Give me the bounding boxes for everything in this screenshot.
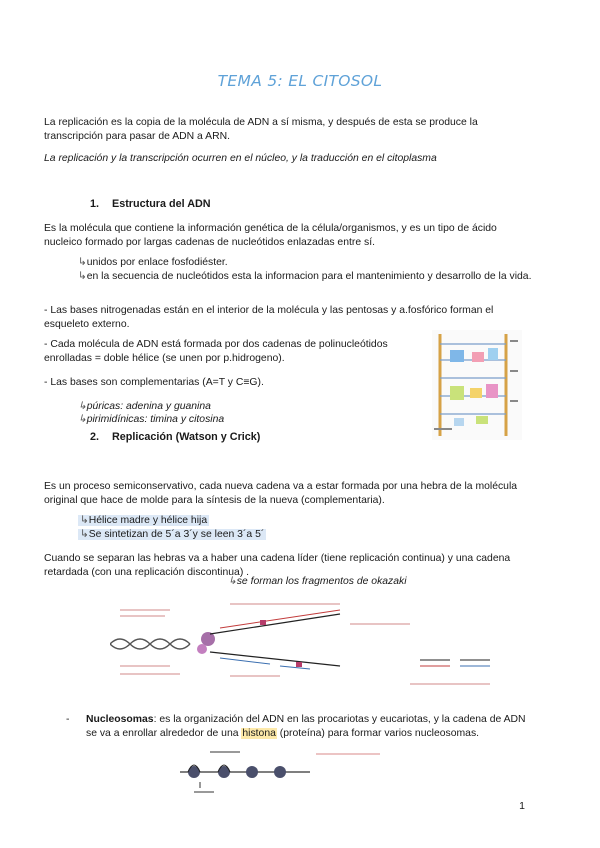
page-title: TEMA 5: EL CITOSOL: [217, 72, 383, 90]
sub-arrow-icon: ↳: [78, 271, 87, 282]
section2-strands: Cuando se separan las hebras va a haber una cadena líder (tiene replicación continua) y una cadena retardada (con una replicación discontinua) .: [44, 553, 511, 578]
section1-pirimidinas: ↳pirimidínicas: timina y citosina: [78, 414, 225, 425]
section1-bullet-complementary: - Las bases son complementarias (A=T y C≡G).: [44, 377, 264, 388]
sub-arrow-icon: ↳: [80, 529, 89, 540]
section2-title: Replicación (Watson y Crick): [112, 431, 261, 443]
replication-fork-figure: [110, 594, 500, 694]
nucleosome-figure: [180, 746, 470, 796]
section1-title: Estructura del ADN: [112, 198, 211, 210]
nucleosomas-term: Nucleosomas: [86, 714, 154, 725]
dna-double-helix-figure: [432, 330, 522, 440]
page-number: 1: [519, 800, 525, 812]
section1-sub1: ↳unidos por enlace fosfodiéster.: [78, 257, 228, 268]
section1-sub2: ↳en la secuencia de nucleótidos esta la informacion para el mantenimiento y desarrollo de la vida.: [78, 271, 532, 282]
section1-number: 1.: [90, 198, 100, 210]
section2-heading: [90, 431, 260, 443]
section1-bullet-helix: - Cada molécula de ADN está formada por dos cadenas de polinucleótidos enrolladas = doble hélice (se unen por p.hidrogeno).: [44, 339, 388, 364]
sub-arrow-icon: ↳: [78, 257, 87, 268]
nucleosomas-paragraph: Nucleosomas: es la organización del ADN en las procariotas y eucariotas, y la cadena de ADN se va a enrollar alrededor de una histona (proteína) para formar varios nucleosomas.: [86, 714, 526, 739]
section1-heading: [90, 198, 211, 210]
histona-highlight: histona: [242, 728, 276, 739]
section1-bullet-bases: - Las bases nitrogenadas están en el interior de la molécula y las pentosas y a.fosfórico forman el esqueleto externo.: [44, 305, 494, 330]
section2-okazaki: ↳se forman los fragmentos de okazaki: [228, 576, 407, 587]
section2-definition: Es un proceso semiconservativo, cada nueva cadena va a estar formada por una hebra de la molécula original que hace de molde para la síntesis de la nueva (complementaria).: [44, 481, 518, 506]
intro-paragraph: La replicación es la copia de la molécula de ADN a sí misma, y después de esta se produce la transcripción para pasar de ADN a ARN.: [44, 117, 478, 142]
sub-arrow-icon: ↳: [78, 414, 87, 425]
intro-italic-note: La replicación y la transcripción ocurren en el núcleo, y la traducción en el citoplasma: [44, 153, 437, 164]
section1-purinas: ↳púricas: adenina y guanina: [78, 401, 211, 412]
sub-arrow-icon: ↳: [228, 576, 237, 587]
sub-arrow-icon: ↳: [80, 515, 89, 526]
nucleosomas-dash: -: [66, 714, 70, 725]
sub-arrow-icon: ↳: [78, 401, 87, 412]
section2-highlight1: ↳Hélice madre y hélice hija: [80, 515, 208, 526]
section2-number: 2.: [90, 431, 100, 443]
section1-definition: Es la molécula que contiene la información genética de la célula/organismos, y es un tipo de ácido nucleico formado por largas cadenas de nucleótidos enlazadas entre sí.: [44, 223, 497, 248]
section2-highlight2: ↳Se sintetizan de 5´a 3´y se leen 3´a 5´: [80, 529, 265, 540]
